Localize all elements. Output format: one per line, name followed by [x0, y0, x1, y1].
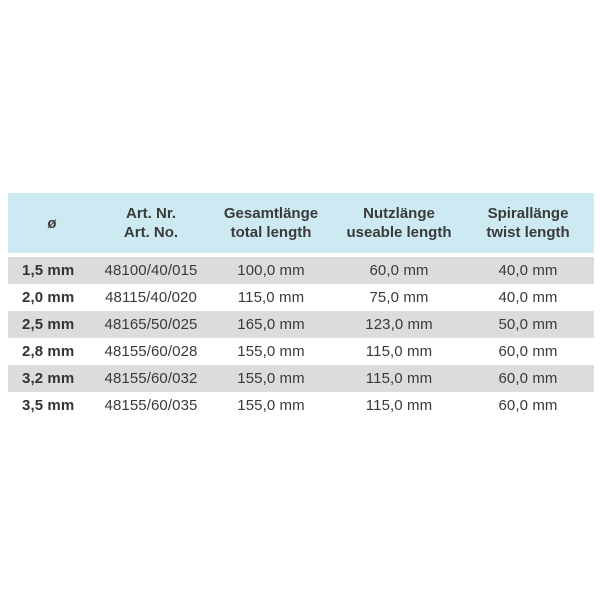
cell-twist-length: 60,0 mm [462, 338, 594, 365]
cell-total-length: 155,0 mm [206, 365, 336, 392]
cell-useable-length: 123,0 mm [336, 311, 462, 338]
cell-twist-length: 40,0 mm [462, 257, 594, 284]
cell-useable-length: 60,0 mm [336, 257, 462, 284]
cell-twist-length: 60,0 mm [462, 392, 594, 419]
cell-art-no: 48155/60/032 [96, 365, 206, 392]
cell-diameter: 2,0 mm [8, 284, 96, 311]
table-row [8, 311, 594, 338]
cell-twist-length: 50,0 mm [462, 311, 594, 338]
header-art-no-en: Art. No. [123, 224, 179, 241]
cell-diameter: 3,2 mm [8, 365, 96, 392]
cell-useable-length: 115,0 mm [336, 392, 462, 419]
cell-twist-length: 40,0 mm [462, 284, 594, 311]
cell-twist-length: 60,0 mm [462, 365, 594, 392]
header-diameter-label: ø [47, 214, 57, 232]
cell-diameter: 2,8 mm [8, 338, 96, 365]
cell-total-length: 115,0 mm [206, 284, 336, 311]
cell-useable-length: 75,0 mm [336, 284, 462, 311]
cell-total-length: 100,0 mm [206, 257, 336, 284]
header-twist-length-de: Spirallänge [487, 205, 569, 222]
cell-total-length: 155,0 mm [206, 392, 336, 419]
header-useable-length [336, 193, 462, 253]
header-useable-length-en: useable length [346, 224, 452, 241]
cell-useable-length: 115,0 mm [336, 338, 462, 365]
cell-art-no: 48155/60/035 [96, 392, 206, 419]
table-row [8, 338, 594, 365]
table-row [8, 257, 594, 284]
header-art-no [96, 193, 206, 253]
cell-art-no: 48165/50/025 [96, 311, 206, 338]
header-diameter [8, 193, 96, 253]
header-useable-length-de: Nutzlänge [363, 205, 435, 222]
table-row [8, 365, 594, 392]
cell-total-length: 155,0 mm [206, 338, 336, 365]
table-row [8, 392, 594, 419]
cell-diameter: 2,5 mm [8, 311, 96, 338]
header-total-length-en: total length [230, 224, 312, 241]
header-twist-length-en: twist length [486, 224, 570, 241]
cell-art-no: 48115/40/020 [96, 284, 206, 311]
header-total-length-de: Gesamtlänge [223, 205, 319, 222]
cell-art-no: 48100/40/015 [96, 257, 206, 284]
cell-total-length: 165,0 mm [206, 311, 336, 338]
cell-diameter: 3,5 mm [8, 392, 96, 419]
table-row [8, 284, 594, 311]
header-art-no-de: Art. Nr. [125, 205, 176, 222]
cell-diameter: 1,5 mm [8, 257, 96, 284]
header-twist-length [462, 193, 594, 253]
cell-useable-length: 115,0 mm [336, 365, 462, 392]
header-row [8, 193, 594, 253]
header-total-length [206, 193, 336, 253]
spec-table [8, 193, 594, 419]
cell-art-no: 48155/60/028 [96, 338, 206, 365]
